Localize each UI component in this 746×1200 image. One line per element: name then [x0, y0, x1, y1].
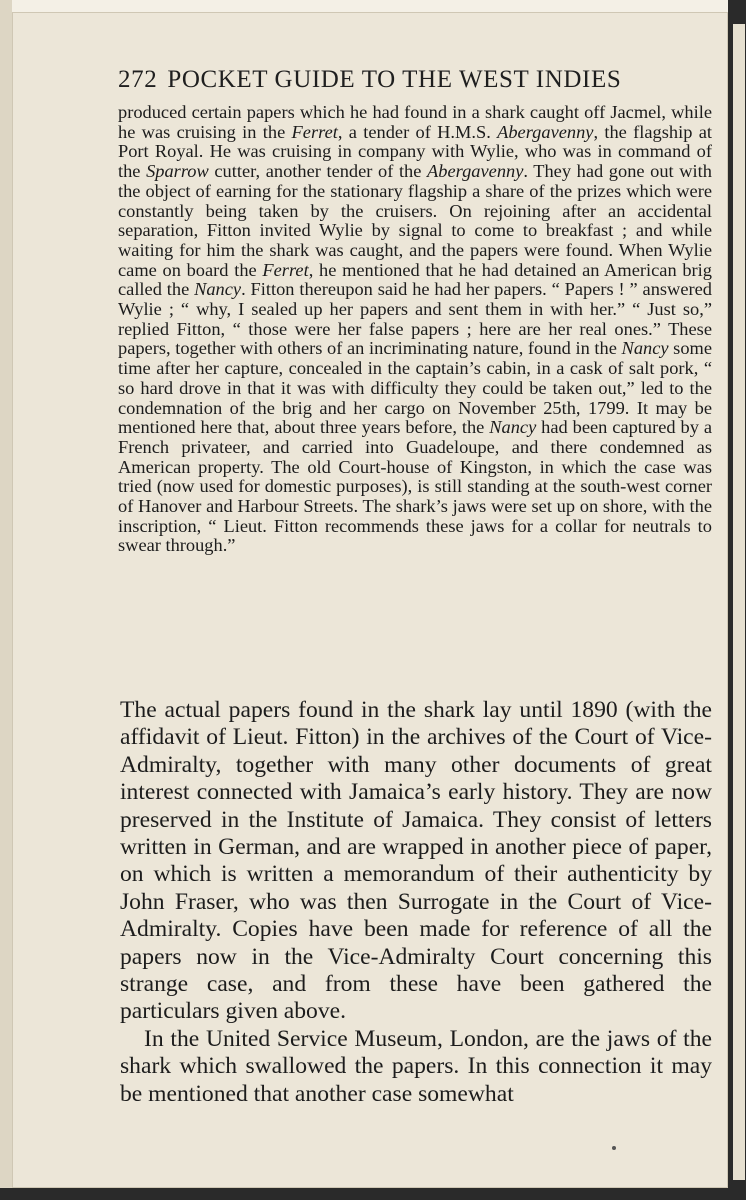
running-title: POCKET GUIDE TO THE WEST INDIES — [167, 66, 622, 93]
quote-text: , a tender of H.M.S. — [337, 121, 498, 142]
quote-text: . They had gone out with the object of earning for the stationary flagship a share of the prizes which were constantly being taken by the cruisers. On rejoining after an accidental separation, Fitton invited Wylie by signal to come to breakfast ; and while waiting for him the shark was caught, and the papers were found. When Wylie came on board the — [118, 161, 712, 280]
body-text — [120, 697, 712, 1108]
quote-text: some time after her capture, concealed in the captain’s cabin, in a cask of salt pork, “ so hard drove in that it was with difficulty they could be taken out,” led to the condemnation of the brig and her cargo on November 25th, 1799. It may be mentioned here that, about three years before, the — [118, 338, 712, 438]
scan-bottom-edge — [0, 1188, 746, 1200]
page-number: 272 — [118, 66, 158, 93]
ship-name: Sparrow — [146, 161, 209, 182]
quote-text: , the flagship at Port Royal. He was cruising in company with Wylie, who was in command of the — [118, 121, 712, 182]
paragraph-1: The actual papers found in the shark lay until 1890 (with the affidavit of Lieut. Fitton) in the archives of the Court of Vice-Admiralty, together with many other documents of great interest connected with Jamaica’s early history. They are now preserved in the Institute of Jamaica. They consist of letters written in German, and are wrapped in another piece of paper, on which is written a memorandum of their authenticity by John Fraser, who was then Surrogate in the Court of Vice-Admiralty. Copies have been made for reference of all the papers now in the Vice-Admiralty Court concerning this strange case, and from these have been gathered the particulars given above. — [120, 697, 712, 1025]
ink-speck — [612, 1146, 616, 1150]
quote-text: cutter, another tender of the — [208, 161, 428, 182]
quote-text: produced certain papers which he had found in a shark caught off Jacmel, while he was cruising in the — [118, 102, 712, 142]
paragraph-2: In the United Service Museum, London, are the jaws of the shark which swallowed the papers. In this connection it may be mentioned that another case somewhat — [120, 1025, 712, 1107]
ship-name: Abergavenny — [497, 121, 594, 142]
ship-name: Ferret — [262, 259, 309, 280]
ship-name: Abergavenny — [427, 161, 524, 182]
quote-text: had been captured by a French privateer, and carried into Guadeloupe, and there condemned as American property. The old Court-house of Kingston, in which the case was tried (now used for domestic purposes), is still standing at the south-west corner of Hanover and Harbour Streets. The shark’s jaws were set up on shore, with the inscription, “ Lieut. Fitton recommends these jaws for a collar for neutrals to swear through.” — [118, 417, 712, 556]
quote-text: , he mentioned that he had detained an American brig called the — [118, 259, 712, 300]
ship-name: Ferret — [291, 121, 338, 142]
ship-name: Nancy — [194, 279, 242, 300]
running-header — [118, 66, 718, 94]
quoted-passage — [118, 103, 712, 556]
ship-name: Nancy — [489, 417, 537, 438]
quote-text: . Fitton thereupon said he had her papers. “ Papers ! ” answered Wylie ; “ why, I sealed up her papers and sent them in with her.” “ Just so,” replied Fitton, “ those were her false papers ; here are her real ones.” These papers, together with others of an incriminating nature, found in the — [118, 279, 712, 359]
adjacent-page-strip — [733, 24, 745, 1180]
scan-left-margin — [0, 0, 12, 1200]
ship-name: Nancy — [621, 338, 669, 359]
